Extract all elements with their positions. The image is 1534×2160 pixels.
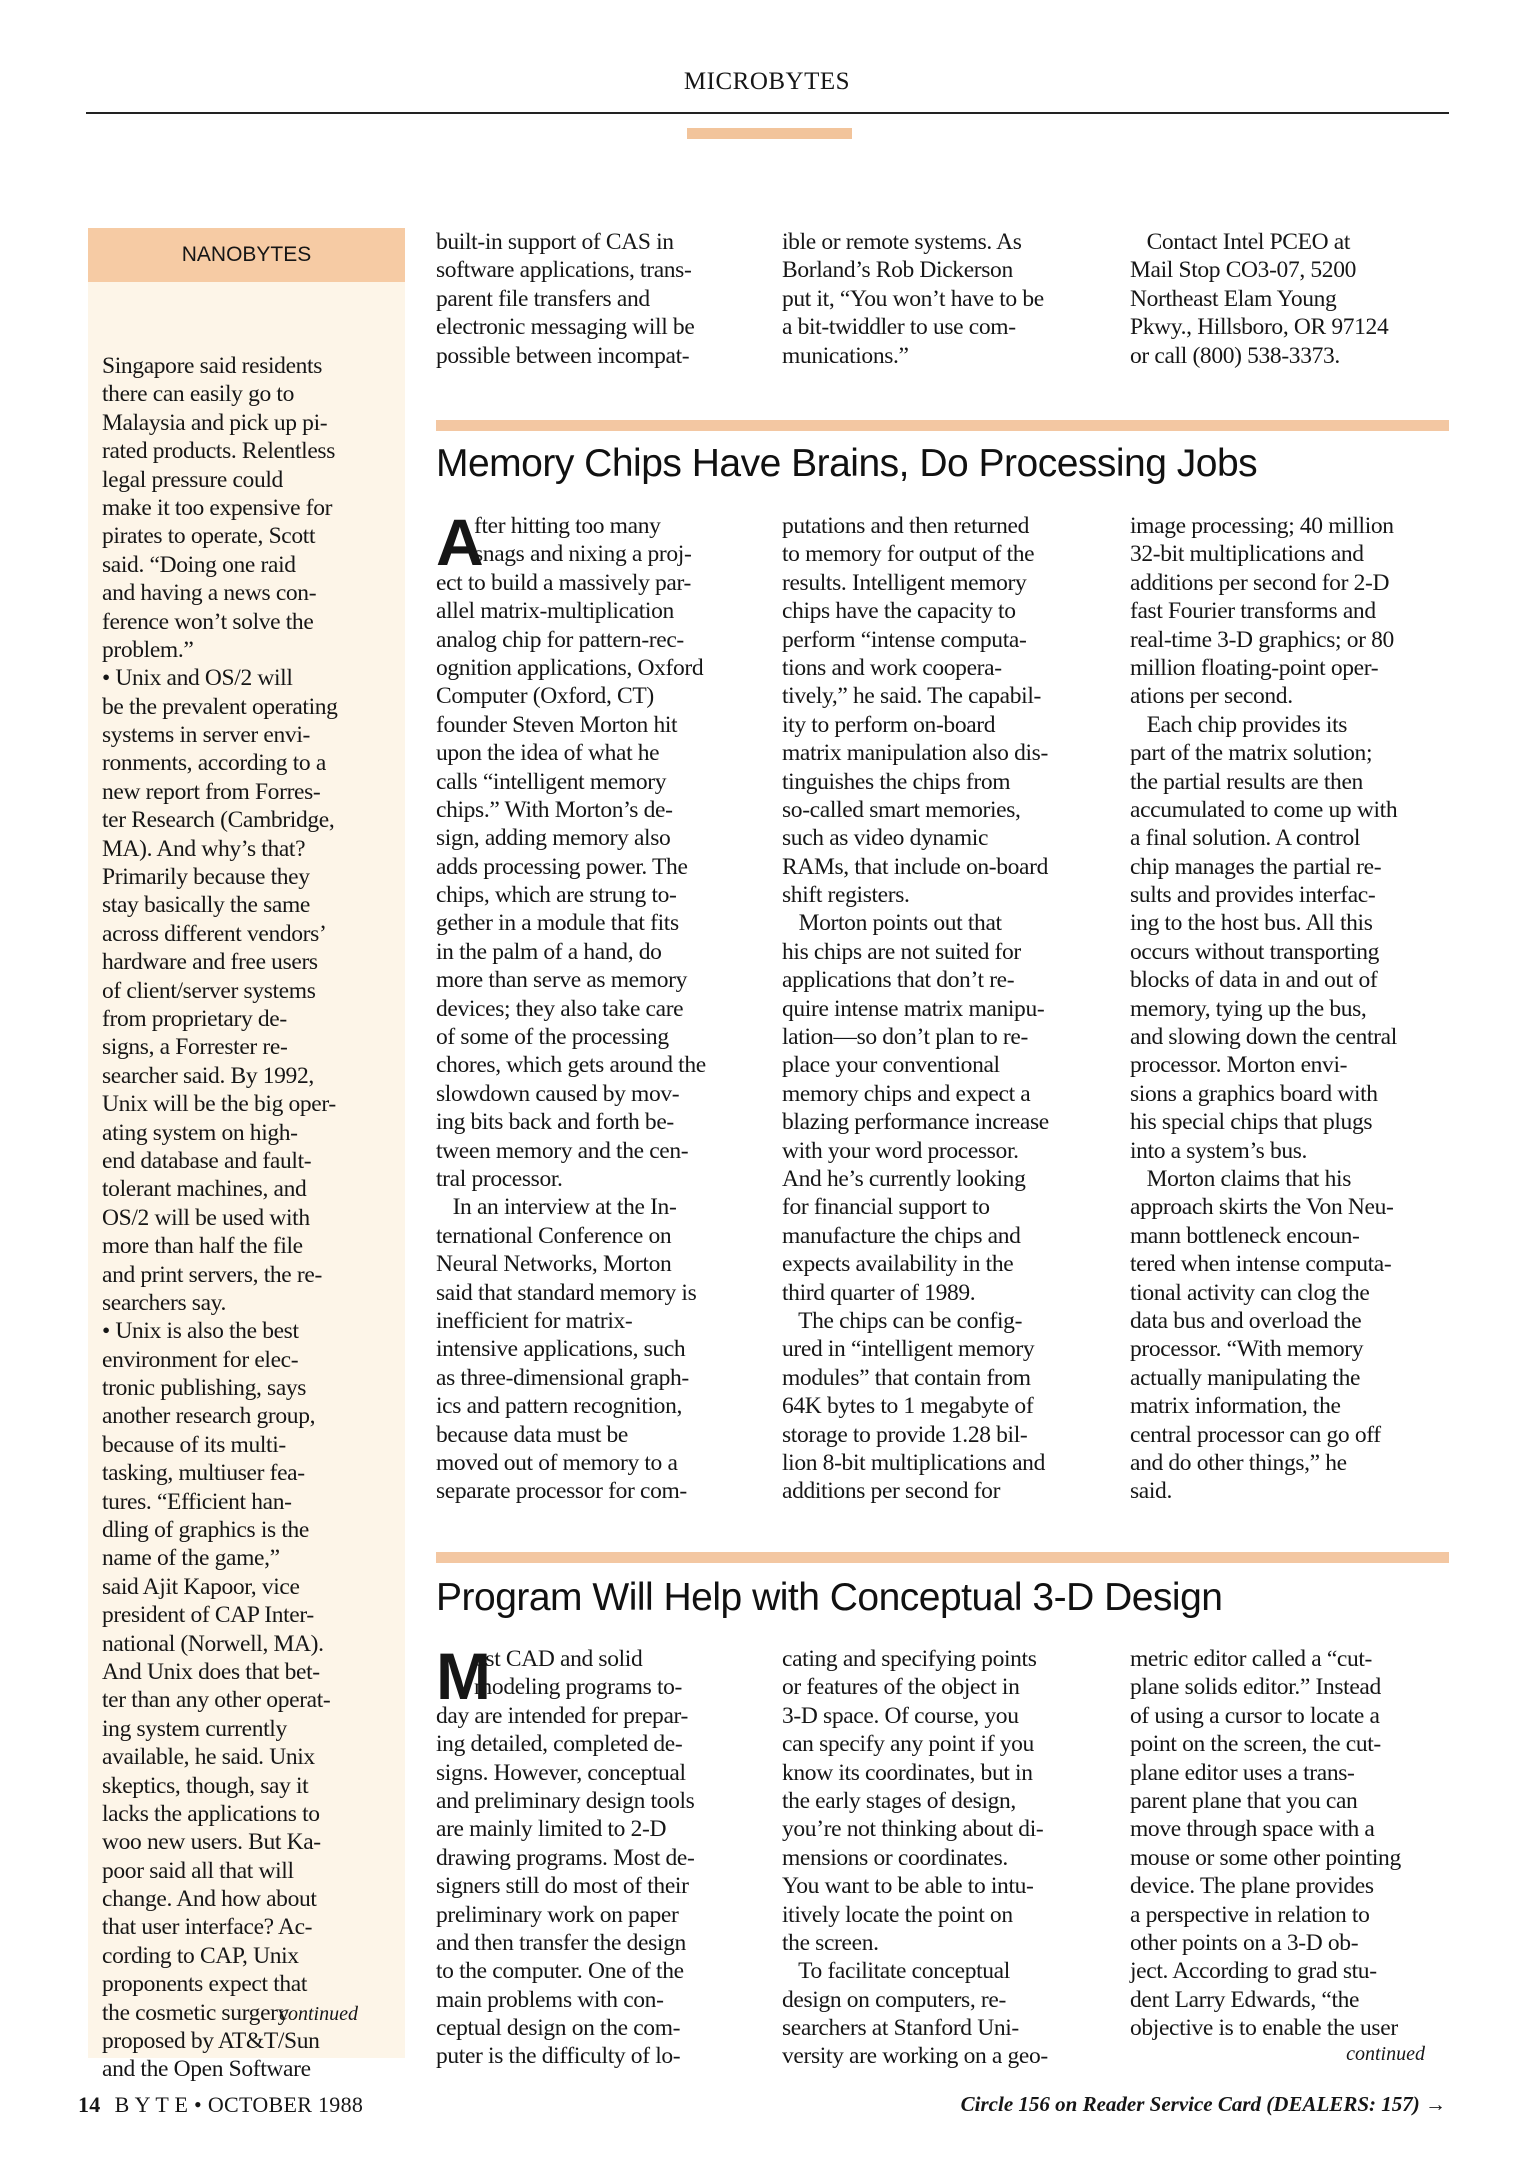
text-line: lacks the applications to [102, 1800, 320, 1827]
text-line: make it too expensive for [102, 494, 333, 521]
text-line: storage to provide 1.28 bil- [782, 1421, 1028, 1448]
text-line: matrix manipulation also dis- [782, 740, 1048, 767]
text-line: Mail Stop CO3-07, 5200 [1130, 257, 1357, 284]
text-line: his chips are not suited for [782, 938, 1021, 965]
text-line: said. [1130, 1478, 1172, 1505]
text-line: day are intended for prepar- [436, 1702, 689, 1729]
article1-column-2 [782, 512, 1049, 1506]
text-line: inefficient for matrix- [436, 1307, 633, 1334]
text-line: Morton claims that his [1130, 1165, 1352, 1192]
text-line: ing to the host bus. All this [1130, 910, 1373, 937]
text-line: Computer (Oxford, CT) [436, 683, 654, 710]
text-line: president of CAP Inter- [102, 1602, 314, 1629]
text-line: lation—so don’t plan to re- [782, 1024, 1028, 1051]
text-line: available, he said. Unix [102, 1744, 315, 1771]
text-line: ter than any other operat- [102, 1687, 331, 1714]
text-line: fter hitting too many [474, 513, 661, 539]
text-line: the screen. [782, 1929, 879, 1956]
text-line: rated products. Relentless [102, 438, 336, 465]
text-line: quire intense matrix manipu- [782, 995, 1045, 1022]
text-line: processor. Morton envi- [1130, 1052, 1348, 1079]
text-line: memory chips and expect a [782, 1080, 1031, 1107]
text-line: that user interface? Ac- [102, 1914, 313, 1941]
text-line: ity to perform on-board [782, 711, 996, 738]
text-line: And he’s currently looking [782, 1165, 1026, 1192]
text-line: chores, which gets around the [436, 1052, 706, 1079]
text-line: third quarter of 1989. [782, 1279, 976, 1306]
text-line: lion 8-bit multiplications and [782, 1449, 1045, 1476]
text-line: accumulated to come up with [1130, 796, 1398, 823]
text-line: place your conventional [782, 1052, 1000, 1079]
text-line: shift registers. [782, 882, 910, 909]
text-line: parent file transfers and [436, 285, 650, 312]
text-line: processor. “With memory [1130, 1336, 1364, 1363]
text-line: ible or remote systems. As [782, 229, 1022, 255]
text-line: And Unix does that bet- [102, 1658, 320, 1685]
text-line: You want to be able to intu- [782, 1873, 1034, 1900]
article2-column-3 [1130, 1645, 1401, 2042]
text-line: skeptics, though, say it [102, 1772, 309, 1799]
text-line: applications that don’t re- [782, 967, 1015, 994]
text-line: expects availability in the [782, 1251, 1014, 1278]
text-line: tional activity can clog the [1130, 1279, 1370, 1306]
continued-label: continued [1346, 2043, 1425, 2065]
header-accent-bar [687, 128, 852, 139]
text-line: into a system’s bus. [1130, 1137, 1308, 1164]
sidebar-title: NANOBYTES [88, 228, 405, 282]
text-line: intensive applications, such [436, 1336, 686, 1363]
text-line: ost CAD and solid [474, 1646, 643, 1672]
text-line: Morton points out that [782, 910, 1002, 937]
text-line: separate processor for com- [436, 1478, 687, 1505]
text-line: as three-dimensional graph- [436, 1364, 689, 1391]
text-line: systems in server envi- [102, 722, 310, 749]
text-line: built-in support of CAS in [436, 229, 674, 255]
text-line: plane editor uses a trans- [1130, 1759, 1355, 1786]
text-line: of some of the processing [436, 1024, 669, 1051]
text-line: hardware and free users [102, 949, 318, 976]
text-line: ics and pattern recognition, [436, 1393, 683, 1420]
folio [78, 2092, 363, 2118]
text-line: results. Intelligent memory [782, 569, 1027, 596]
text-line: name of the game,” [102, 1545, 280, 1572]
text-line: signs, a Forrester re- [102, 1034, 288, 1061]
text-line: mensions or coordinates. [782, 1844, 1008, 1871]
text-line: other points on a 3-D ob- [1130, 1929, 1359, 1956]
text-line: versity are working on a geo- [782, 2043, 1048, 2070]
text-line: new report from Forres- [102, 778, 321, 805]
text-line: poor said all that will [102, 1857, 294, 1884]
text-line: Northeast Elam Young [1130, 285, 1337, 312]
text-line: 64K bytes to 1 megabyte of [782, 1393, 1034, 1420]
text-line: Malaysia and pick up pi- [102, 409, 328, 436]
text-line: real-time 3-D graphics; or 80 [1130, 626, 1394, 653]
text-line: tures. “Efficient han- [102, 1488, 292, 1515]
text-line: ceptual design on the com- [436, 2015, 681, 2042]
text-line: To facilitate conceptual [782, 1958, 1010, 1985]
text-line: itively locate the point on [782, 1901, 1013, 1928]
running-head: MICROBYTES [683, 68, 851, 95]
text-line: manufacture the chips and [782, 1222, 1021, 1249]
text-line: upon the idea of what he [436, 740, 660, 767]
text-line: another research group, [102, 1403, 316, 1430]
text-line: • Unix is also the best [102, 1318, 299, 1345]
text-line: and the Open Software [102, 2056, 311, 2083]
text-line: blazing performance increase [782, 1109, 1049, 1136]
magazine-issue: B Y T E • OCTOBER 1988 [114, 2092, 364, 2117]
text-line: tronic publishing, says [102, 1375, 307, 1402]
text-line: end database and fault- [102, 1147, 312, 1174]
text-line: said. “Doing one raid [102, 551, 296, 578]
article-title: Memory Chips Have Brains, Do Processing Jobs [436, 442, 1258, 485]
text-line: said that standard memory is [436, 1279, 697, 1306]
text-line: mann bottleneck encoun- [1130, 1222, 1360, 1249]
text-line: legal pressure could [102, 466, 283, 493]
text-line: chips.” With Morton’s de- [436, 796, 673, 823]
text-line: fast Fourier transforms and [1130, 598, 1376, 625]
top-column-1 [436, 228, 694, 370]
text-line: drawing programs. Most de- [436, 1844, 695, 1871]
top-column-2 [782, 228, 1044, 370]
text-line: with your word processor. [782, 1137, 1019, 1164]
article-title: Program Will Help with Conceptual 3-D Design [436, 1576, 1223, 1619]
text-line: software applications, trans- [436, 257, 692, 284]
text-line: The chips can be config- [782, 1307, 1023, 1334]
text-line: or features of the object in [782, 1674, 1020, 1701]
text-line: the early stages of design, [782, 1787, 1016, 1814]
text-line: matrix information, the [1130, 1393, 1341, 1420]
text-line: calls “intelligent memory [436, 768, 667, 795]
text-line: munications.” [782, 342, 909, 369]
text-line: blocks of data in and out of [1130, 967, 1378, 994]
text-line: memory, tying up the bus, [1130, 995, 1367, 1022]
text-line: a final solution. A control [1130, 825, 1361, 852]
text-line: the cosmetic surgery [102, 1999, 290, 2026]
text-line: Pkwy., Hillsboro, OR 97124 [1130, 314, 1389, 341]
text-line: ter Research (Cambridge, [102, 807, 335, 834]
text-line: ognition applications, Oxford [436, 654, 704, 681]
text-line: tered when intense computa- [1130, 1251, 1392, 1278]
text-line: Borland’s Rob Dickerson [782, 257, 1013, 284]
text-line: MA). And why’s that? [102, 835, 306, 862]
text-line: because of its multi- [102, 1431, 286, 1458]
text-line: plane solids editor.” Instead [1130, 1674, 1381, 1701]
text-line: central processor can go off [1130, 1421, 1381, 1448]
text-line: ured in “intelligent memory [782, 1336, 1035, 1363]
text-line: slowdown caused by mov- [436, 1080, 680, 1107]
article-divider [436, 420, 1449, 431]
text-line: dling of graphics is the [102, 1517, 309, 1544]
text-line: device. The plane provides [1130, 1873, 1374, 1900]
text-line: move through space with a [1130, 1816, 1375, 1843]
text-line: and do other things,” he [1130, 1449, 1347, 1476]
text-line: his special chips that plugs [1130, 1109, 1373, 1136]
article2-column-2 [782, 1645, 1048, 2071]
text-line: are mainly limited to 2-D [436, 1816, 667, 1843]
text-line: adds processing power. The [436, 853, 688, 880]
text-line: put it, “You won’t have to be [782, 285, 1044, 312]
text-line: tions and work coopera- [782, 654, 1002, 681]
text-line: putations and then returned [782, 513, 1030, 539]
text-line: actually manipulating the [1130, 1364, 1361, 1391]
text-line: pirates to operate, Scott [102, 523, 316, 550]
text-line: ating system on high- [102, 1119, 298, 1146]
sidebar-text [88, 352, 402, 2084]
text-line: woo new users. But Ka- [102, 1829, 321, 1856]
text-line: Each chip provides its [1130, 711, 1348, 738]
text-line: tasking, multiuser fea- [102, 1460, 305, 1487]
text-line: can specify any point if you [782, 1731, 1034, 1758]
text-line: and slowing down the central [1130, 1024, 1397, 1051]
text-line: parent plane that you can [1130, 1787, 1358, 1814]
text-line: said Ajit Kapoor, vice [102, 1573, 300, 1600]
text-line: Contact Intel PCEO at [1130, 229, 1351, 255]
text-line: from proprietary de- [102, 1005, 287, 1032]
top-column-3 [1130, 228, 1388, 370]
text-line: to memory for output of the [782, 541, 1035, 568]
text-line: tolerant machines, and [102, 1176, 307, 1203]
text-line: signs. However, conceptual [436, 1759, 686, 1786]
text-line: preliminary work on paper [436, 1901, 679, 1928]
text-line: because data must be [436, 1421, 629, 1448]
text-line: image processing; 40 million [1130, 513, 1394, 539]
text-line: approach skirts the Von Neu- [1130, 1194, 1394, 1221]
text-line: proposed by AT&T/Sun [102, 2028, 320, 2055]
text-line: such as video dynamic [782, 825, 989, 852]
text-line: a bit-twiddler to use com- [782, 314, 1016, 341]
text-line: or call (800) 538-3373. [1130, 342, 1340, 369]
text-line: possible between incompat- [436, 342, 690, 369]
text-line: analog chip for pattern-rec- [436, 626, 684, 653]
text-line: in the palm of a hand, do [436, 938, 662, 965]
text-line: In an interview at the In- [436, 1194, 677, 1221]
article1-column-1 [436, 505, 706, 1506]
text-line: puter is the difficulty of lo- [436, 2043, 681, 2070]
text-line: Neural Networks, Morton [436, 1251, 672, 1278]
text-line: so-called smart memories, [782, 796, 1021, 823]
text-line: • Unix and OS/2 will [102, 665, 293, 692]
drop-cap: M [436, 1639, 491, 1713]
text-line: the partial results are then [1130, 768, 1363, 795]
text-line: main problems with con- [436, 1986, 664, 2013]
text-line: objective is to enable the user [1130, 2015, 1398, 2042]
text-line: perform “intense computa- [782, 626, 1027, 653]
text-line: there can easily go to [102, 381, 294, 408]
text-line: to the computer. One of the [436, 1958, 684, 1985]
text-line: million floating-point oper- [1130, 654, 1379, 681]
text-line: OS/2 will be used with [102, 1204, 310, 1231]
text-line: searchers say. [102, 1289, 227, 1316]
text-line: tral processor. [436, 1165, 563, 1192]
text-line: stay basically the same [102, 892, 310, 919]
text-line: tinguishes the chips from [782, 768, 1011, 795]
text-line: Primarily because they [102, 864, 310, 891]
text-line: ing bits back and forth be- [436, 1109, 674, 1136]
text-line: searchers at Stanford Uni- [782, 2015, 1019, 2042]
article-divider [436, 1552, 1449, 1563]
text-line: chips have the capacity to [782, 598, 1016, 625]
text-line: Unix will be the big oper- [102, 1091, 336, 1118]
text-line: and then transfer the design [436, 1929, 686, 1956]
text-line: searcher said. By 1992, [102, 1062, 314, 1089]
page-number: 14 [78, 2092, 101, 2117]
text-line: moved out of memory to a [436, 1449, 678, 1476]
text-line: and having a news con- [102, 580, 317, 607]
text-line: and preliminary design tools [436, 1787, 695, 1814]
text-line: snags and nixing a proj- [474, 541, 692, 568]
text-line: be the prevalent operating [102, 693, 338, 720]
text-line: ing detailed, completed de- [436, 1731, 683, 1758]
text-line: point on the screen, the cut- [1130, 1731, 1381, 1758]
text-line: ations per second. [1130, 683, 1293, 710]
article1-column-3 [1130, 512, 1397, 1506]
text-line: sults and provides interfac- [1130, 882, 1376, 909]
header-rule [86, 112, 1449, 114]
nanobytes-sidebar [88, 228, 405, 2083]
text-line: Singapore said residents [102, 353, 323, 379]
text-line: devices; they also take care [436, 995, 684, 1022]
text-line: environment for elec- [102, 1346, 299, 1373]
article2-column-1 [436, 1639, 695, 2071]
text-line: change. And how about [102, 1886, 317, 1913]
text-line: national (Norwell, MA). [102, 1630, 324, 1657]
text-line: metric editor called a “cut- [1130, 1646, 1373, 1672]
text-line: signers still do most of their [436, 1873, 689, 1900]
text-line: of using a cursor to locate a [1130, 1702, 1380, 1729]
text-line: ject. According to grad stu- [1130, 1958, 1377, 1985]
text-line: and print servers, the re- [102, 1261, 322, 1288]
text-line: dent Larry Edwards, “the [1130, 1986, 1360, 2013]
text-line: additions per second for 2-D [1130, 569, 1390, 596]
text-line: occurs without transporting [1130, 938, 1380, 965]
text-line: founder Steven Morton hit [436, 711, 678, 738]
text-line: across different vendors’ [102, 920, 327, 947]
text-line: cating and specifying points [782, 1646, 1037, 1672]
text-line: modeling programs to- [474, 1674, 683, 1701]
text-line: data bus and overload the [1130, 1307, 1362, 1334]
text-line: RAMs, that include on-board [782, 853, 1048, 880]
text-line: sign, adding memory also [436, 825, 671, 852]
text-line: ference won’t solve the [102, 608, 314, 635]
text-line: chips, which are strung to- [436, 882, 677, 909]
text-line: for financial support to [782, 1194, 990, 1221]
text-line: ronments, according to a [102, 750, 326, 777]
text-line: 3-D space. Of course, you [782, 1702, 1019, 1729]
text-line: ing system currently [102, 1715, 287, 1742]
text-line: problem.” [102, 636, 194, 663]
text-line: sions a graphics board with [1130, 1080, 1378, 1107]
text-line: of client/server systems [102, 977, 316, 1004]
continued-label: continued [279, 2003, 358, 2025]
text-line: more than serve as memory [436, 967, 687, 994]
text-line: more than half the file [102, 1233, 303, 1260]
drop-cap: A [436, 505, 484, 579]
text-line: part of the matrix solution; [1130, 740, 1373, 767]
text-line: mouse or some other pointing [1130, 1844, 1401, 1871]
text-line: electronic messaging will be [436, 314, 695, 341]
text-line: gether in a module that fits [436, 910, 679, 937]
text-line: tively,” he said. The capabil- [782, 683, 1041, 710]
text-line: 32-bit multiplications and [1130, 541, 1364, 568]
text-line: know its coordinates, but in [782, 1759, 1033, 1786]
text-line: additions per second for [782, 1478, 1001, 1505]
text-line: chip manages the partial re- [1130, 853, 1382, 880]
text-line: proponents expect that [102, 1971, 308, 1998]
text-line: modules” that contain from [782, 1364, 1031, 1391]
text-line: ect to build a massively par- [436, 569, 691, 596]
text-line: design on computers, re- [782, 1986, 1006, 2013]
text-line: a perspective in relation to [1130, 1901, 1370, 1928]
text-line: allel matrix-multiplication [436, 598, 674, 625]
text-line: tween memory and the cen- [436, 1137, 689, 1164]
reader-service-note: Circle 156 on Reader Service Card (DEALERS: 157) → [960, 2092, 1446, 2116]
text-line: cording to CAP, Unix [102, 1942, 299, 1969]
text-line: you’re not thinking about di- [782, 1816, 1044, 1843]
text-line: ternational Conference on [436, 1222, 672, 1249]
